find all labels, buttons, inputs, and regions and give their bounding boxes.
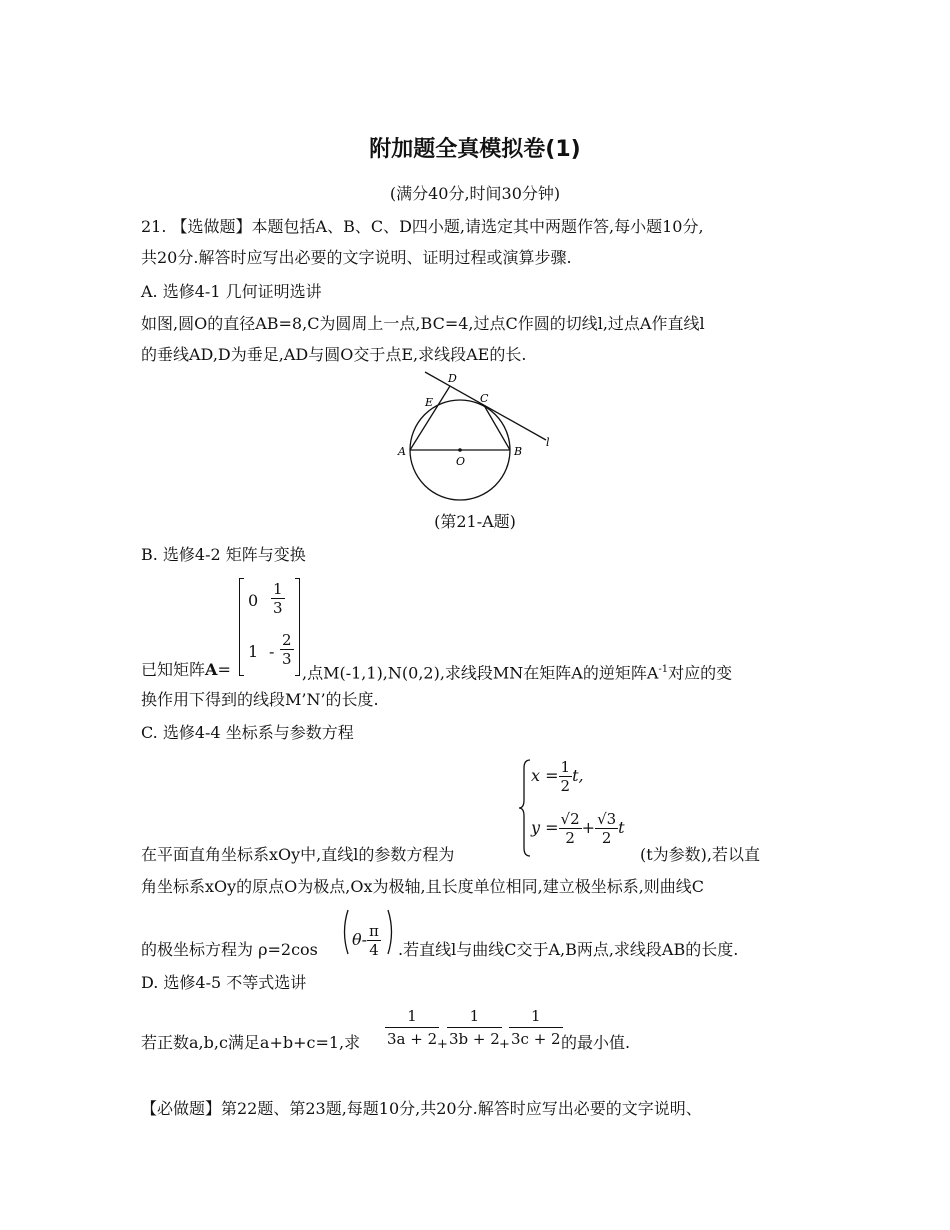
paren-left — [340, 908, 350, 956]
part-c-line3-post: .若直线l与曲线C交于A,B两点,求线段AB的长度. — [398, 940, 739, 959]
part-d-post: 的最小值. — [561, 1033, 631, 1052]
fraction-b: $\frac{1}{3b + 2}$ — [449, 1007, 500, 1048]
matrix-r2c2-sign: - — [269, 642, 275, 661]
fraction-c: $\frac{1}{3c + 2}$ — [511, 1007, 561, 1048]
tangent-line-l — [425, 372, 546, 440]
label-l: l — [546, 436, 550, 449]
part-c-line1-pre: 在平面直角坐标系xOy中,直线l的参数方程为 — [141, 845, 455, 864]
part-c-line2: 角坐标系xOy的原点O为极点,Ox为极轴,且长度单位相同,建立极坐标系,则曲线C — [141, 877, 705, 896]
geometry-figure — [390, 365, 570, 505]
label-o: O — [456, 455, 466, 468]
part-c-line3-pre: 的极坐标方程为 ρ=2cos — [141, 940, 318, 959]
label-e: E — [425, 396, 434, 409]
required-line: 【必做题】第22题、第23题,每题10分,共20分.解答时应写出必要的文字说明、 — [141, 1099, 702, 1118]
fraction-a: $\frac{1}{3a + 2}$ — [387, 1007, 438, 1048]
matrix-bracket-right — [295, 578, 300, 676]
part-b-line1: 已知矩阵A= — [141, 660, 231, 679]
part-b-heading: B. 选修4-2 矩阵与变换 — [141, 545, 306, 564]
param-eq-x: x = $\frac{1}{2}$ t, — [531, 758, 584, 795]
polar-theta: θ- $\frac{\pi}{4}$ — [352, 922, 379, 959]
part-c-heading: C. 选修4-4 坐标系与参数方程 — [141, 723, 354, 742]
label-c: C — [480, 392, 489, 405]
part-a-line1: 如图,圆O的直径AB=8,C为圆周上一点,BC=4,过点C作圆的切线l,过点A作直线l — [141, 314, 705, 333]
center-dot — [458, 448, 462, 452]
part-d-pre: 若正数a,b,c满足a+b+c=1,求 — [141, 1033, 361, 1052]
paren-right — [386, 908, 396, 956]
part-b-line2: 换作用下得到的线段M’N’的长度. — [141, 690, 379, 709]
part-c-line1-post: (t为参数),若以直 — [640, 845, 761, 864]
q21-line2: 共20分.解答时应写出必要的文字说明、证明过程或演算步骤. — [141, 248, 572, 267]
matrix-bracket-left — [239, 578, 244, 676]
plus-1: + — [437, 1037, 448, 1052]
matrix-r2c1: 1 — [248, 642, 259, 661]
page-title: 附加题全真模拟卷(1) — [369, 137, 581, 162]
part-a-heading: A. 选修4-1 几何证明选讲 — [141, 282, 322, 301]
figure-caption: (第21-A题) — [434, 512, 516, 531]
page-subtitle: (满分40分,时间30分钟) — [389, 184, 561, 203]
q21-line1: 21. 【选做题】本题包括A、B、C、D四小题,请选定其中两题作答,每小题10分, — [141, 217, 704, 236]
part-a-line2: 的垂线AD,D为垂足,AD与圆O交于点E,求线段AE的长. — [141, 345, 527, 364]
matrix-r1c2: $\frac{1}{3}$ — [273, 580, 283, 617]
part-d-heading: D. 选修4-5 不等式选讲 — [141, 973, 307, 992]
label-a: A — [398, 445, 406, 458]
matrix-r2c2: $\frac{2}{3}$ — [282, 631, 292, 668]
label-b: B — [514, 445, 523, 458]
label-d: D — [448, 372, 457, 385]
part-b-line1-rest: ,点M(-1,1),N(0,2),求线段MN在矩阵A的逆矩阵$A^{-1}$对应的变 — [302, 663, 733, 683]
param-eq-y: y = $\frac{√2}{2}$ + $\frac{√3}{2}$ t — [531, 810, 625, 847]
plus-2: + — [499, 1037, 510, 1052]
matrix-r1c1: 0 — [248, 591, 259, 610]
system-brace — [518, 758, 532, 858]
